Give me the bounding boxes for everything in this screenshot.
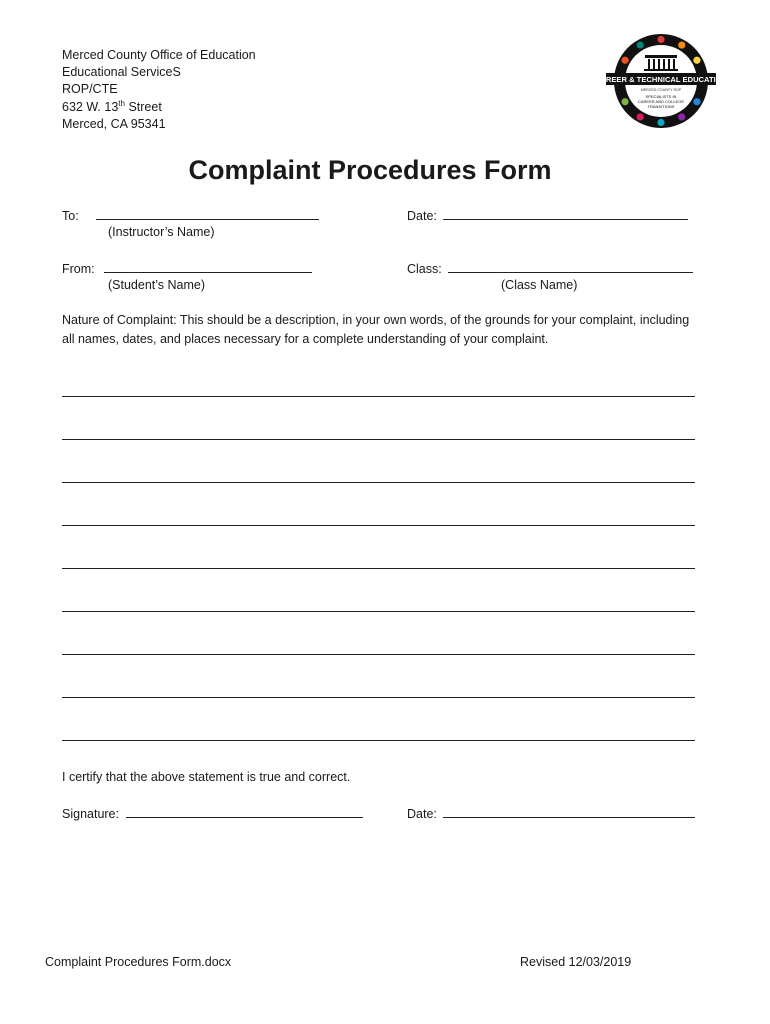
- cte-logo: [594, 32, 728, 130]
- complaint-line-2[interactable]: [62, 439, 695, 440]
- org-program: ROP/CTE: [62, 82, 118, 97]
- complaint-line-1[interactable]: [62, 396, 695, 397]
- logo-ring-dot-icon: [637, 41, 644, 48]
- complaint-line-5[interactable]: [62, 568, 695, 569]
- signature-date-field: [407, 805, 695, 821]
- complaint-line-8[interactable]: [62, 697, 695, 698]
- logo-line5-text: TRANSITIONS: [647, 104, 675, 109]
- logo-ring-dot-icon: [657, 36, 664, 43]
- complaint-line-4[interactable]: [62, 525, 695, 526]
- date-field: [407, 207, 688, 223]
- logo-subtitle-text: MERCED COUNTY ROP: [640, 88, 682, 92]
- street-address: 632 W. 13th Street: [62, 98, 162, 114]
- class-label: Class:: [407, 262, 442, 276]
- to-field: [62, 207, 319, 223]
- logo-ring-dot-icon: [621, 57, 628, 64]
- signature-label: Signature:: [62, 807, 119, 821]
- signature-input-line[interactable]: [126, 805, 363, 818]
- complaint-line-6[interactable]: [62, 611, 695, 612]
- date-input-line[interactable]: [443, 207, 688, 220]
- nature-of-complaint-text: Nature of Complaint: This should be a description, in your own words, of the grounds for your complaint, including all names, dates, and places necessary for a complete understanding of your complaint.: [62, 313, 690, 346]
- complaint-line-3[interactable]: [62, 482, 695, 483]
- from-input-line[interactable]: [104, 260, 312, 273]
- signature-date-input-line[interactable]: [443, 805, 695, 818]
- org-department: Educational ServiceS: [62, 65, 181, 80]
- logo-line3-text: SPECIALISTS IN: [645, 94, 677, 99]
- logo-ring-dot-icon: [678, 41, 685, 48]
- city-state-zip: Merced, CA 95341: [62, 116, 166, 131]
- org-name: Merced County Office of Education: [62, 48, 256, 62]
- logo-ring-dot-icon: [637, 113, 644, 120]
- complaint-line-7[interactable]: [62, 654, 695, 655]
- to-input-line[interactable]: [96, 207, 319, 220]
- from-hint: (Student’s Name): [108, 278, 206, 292]
- logo-ring-dot-icon: [693, 57, 700, 64]
- from-label: From:: [62, 262, 95, 276]
- signature-date-label: Date:: [407, 807, 437, 821]
- class-field: [407, 260, 693, 276]
- address-block: [62, 47, 256, 133]
- logo-line4-text: CAREER AND COLLEGE: [637, 99, 685, 104]
- to-hint: (Instructor’s Name): [108, 225, 215, 239]
- logo-ring-dot-icon: [621, 98, 628, 105]
- signature-field: [62, 805, 363, 821]
- certify-statement: I certify that the above statement is true and correct.: [62, 770, 351, 784]
- form-title: Complaint Procedures Form: [188, 155, 552, 185]
- from-field: [62, 260, 312, 276]
- logo-ring-dot-icon: [657, 119, 664, 126]
- class-hint: (Class Name): [501, 278, 578, 292]
- date-label: Date:: [407, 209, 437, 223]
- logo-ring-dot-icon: [693, 98, 700, 105]
- logo-title-text: CAREER & TECHNICAL EDUCATION: [594, 75, 728, 84]
- to-label: To:: [62, 209, 79, 223]
- logo-ring-dot-icon: [678, 113, 685, 120]
- footer-filename: Complaint Procedures Form.docx: [45, 955, 232, 969]
- complaint-line-9[interactable]: [62, 740, 695, 741]
- footer-revision: Revised 12/03/2019: [520, 955, 632, 969]
- class-input-line[interactable]: [448, 260, 693, 273]
